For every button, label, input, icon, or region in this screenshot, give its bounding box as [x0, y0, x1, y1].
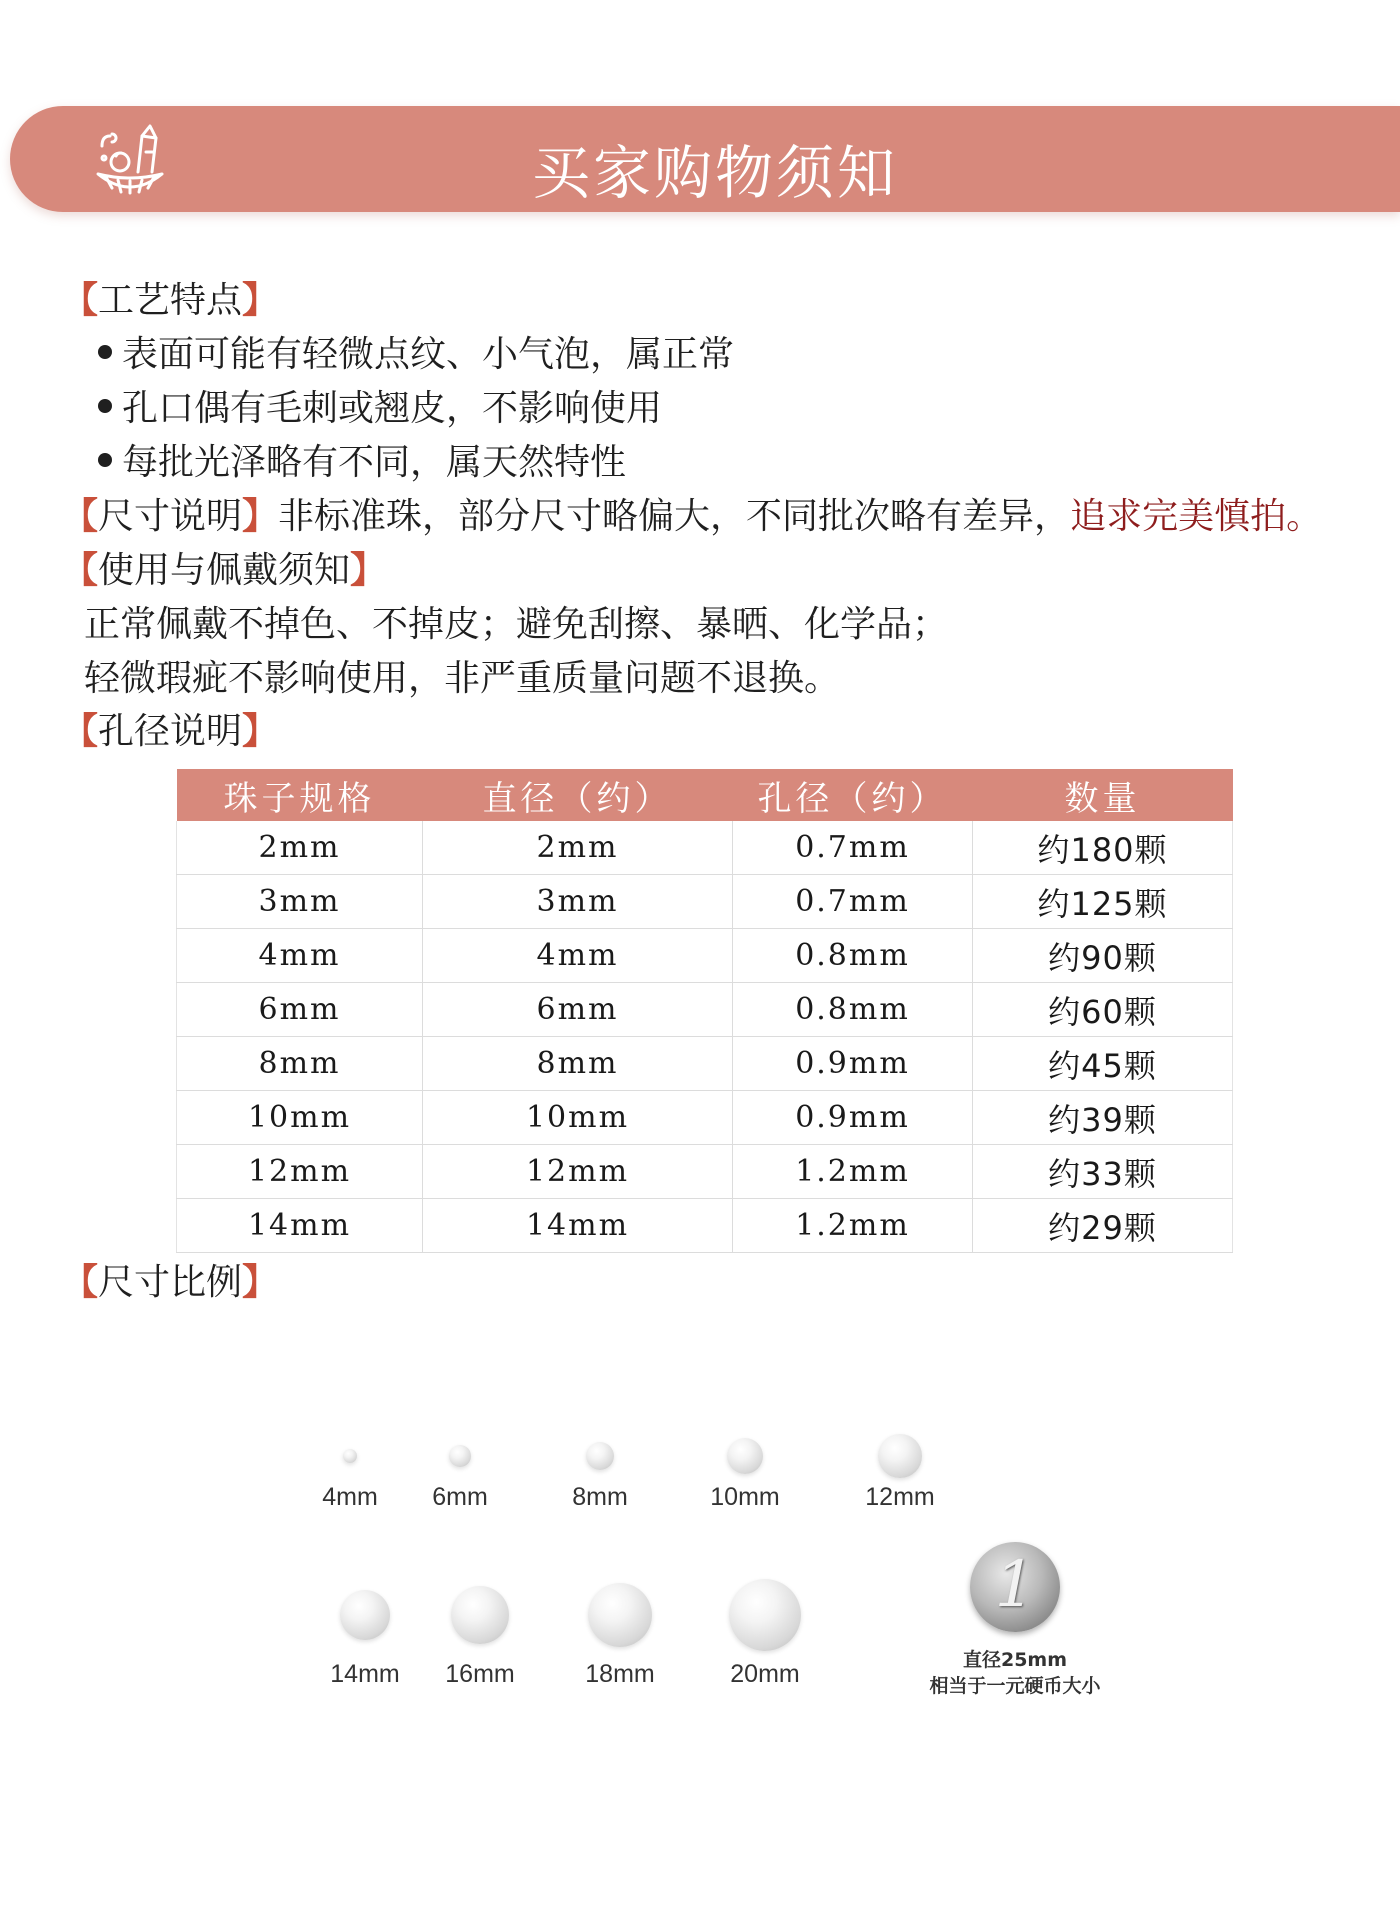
table-row [177, 875, 1233, 929]
cell-spec: 2mm [177, 821, 423, 875]
table-row [177, 1145, 1233, 1199]
cell-hole: 0.9mm [733, 1037, 973, 1091]
pearl-icon [449, 1445, 471, 1467]
cell-spec: 3mm [177, 875, 423, 929]
one-yuan-coin-icon [970, 1542, 1060, 1632]
cell-hole: 0.7mm [733, 821, 973, 875]
pearl-icon [588, 1583, 653, 1648]
cell-quantity: 约125颗 [973, 875, 1233, 929]
cell-diameter: 14mm [423, 1199, 733, 1253]
cell-quantity: 约29颗 [973, 1199, 1233, 1253]
section-hole-title: 【孔径说明】 [62, 711, 279, 752]
size-note-body: 非标准珠，部分尺寸略偏大，不同批次略有差异， [278, 496, 1071, 537]
coin-face-number: 1 [994, 1548, 1036, 1622]
col-header-hole: 孔径（约） [733, 769, 973, 821]
pearl-icon [878, 1434, 921, 1477]
cell-hole: 1.2mm [733, 1145, 973, 1199]
coin-diameter-label: 直径25mm [962, 1649, 1068, 1671]
cell-diameter: 8mm [423, 1037, 733, 1091]
cell-quantity: 约90颗 [973, 929, 1233, 983]
bullet-dot-icon [98, 345, 112, 359]
pearl-icon [729, 1579, 801, 1651]
pearl-size-label: 20mm [730, 1660, 800, 1688]
header-banner [10, 106, 1400, 212]
page-title: 买家购物须知 [531, 139, 898, 207]
cell-hole: 0.8mm [733, 983, 973, 1037]
cell-spec: 4mm [177, 929, 423, 983]
pearl-size-label: 4mm [322, 1483, 378, 1511]
pearl-size-label: 8mm [572, 1483, 628, 1511]
cell-spec: 8mm [177, 1037, 423, 1091]
craft-bullet-3: 每批光泽略有不同，属天然特性 [98, 434, 626, 485]
coin-size-note: 相当于一元硬币大小 [929, 1675, 1101, 1697]
cell-quantity: 约39颗 [973, 1091, 1233, 1145]
pearl-size-label: 14mm [330, 1660, 400, 1688]
section-scale-title: 【尺寸比例】 [62, 1262, 279, 1303]
pearl-size-label: 6mm [432, 1483, 488, 1511]
table-header-row [177, 769, 1233, 821]
hole-size-table [176, 769, 1233, 1253]
pearl-icon [727, 1438, 763, 1474]
section-usage-title: 【使用与佩戴须知】 [62, 550, 387, 591]
table-row [177, 929, 1233, 983]
section-size-note: 【尺寸说明】非标准珠，部分尺寸略偏大，不同批次略有差异，追求完美慎拍。 [62, 496, 1323, 537]
usage-line-2: 轻微瑕疵不影响使用，非严重质量问题不退换。 [84, 658, 841, 699]
cell-diameter: 10mm [423, 1091, 733, 1145]
cell-diameter: 4mm [423, 929, 733, 983]
cell-diameter: 2mm [423, 821, 733, 875]
section-craft-title: 【工艺特点】 [62, 280, 279, 321]
cell-hole: 1.2mm [733, 1199, 973, 1253]
craft-bullet-1: 表面可能有轻微点纹、小气泡，属正常 [98, 326, 734, 377]
table-row [177, 821, 1233, 875]
craft-bullet-2: 孔口偶有毛刺或翘皮，不影响使用 [98, 380, 662, 431]
size-scale-figure [180, 1355, 1200, 1735]
cell-hole: 0.9mm [733, 1091, 973, 1145]
col-header-quantity: 数量 [973, 769, 1233, 821]
pearl-icon [451, 1586, 509, 1644]
pearl-size-label: 12mm [865, 1483, 935, 1511]
table-row [177, 1091, 1233, 1145]
cell-spec: 14mm [177, 1199, 423, 1253]
cell-spec: 10mm [177, 1091, 423, 1145]
pearl-icon [343, 1449, 357, 1463]
cell-spec: 12mm [177, 1145, 423, 1199]
cell-quantity: 约45颗 [973, 1037, 1233, 1091]
cell-quantity: 约33颗 [973, 1145, 1233, 1199]
col-header-spec: 珠子规格 [177, 769, 423, 821]
pearl-size-label: 10mm [710, 1483, 780, 1511]
bullet-dot-icon [98, 399, 112, 413]
usage-line-1: 正常佩戴不掉色、不掉皮；避免刮擦、暴晒、化学品； [84, 604, 949, 645]
cell-hole: 0.7mm [733, 875, 973, 929]
table-row [177, 1199, 1233, 1253]
size-note-warning: 追求完美慎拍。 [1070, 496, 1323, 537]
cell-diameter: 6mm [423, 983, 733, 1037]
pearl-icon [340, 1590, 390, 1640]
bullet-dot-icon [98, 453, 112, 467]
table-row [177, 1037, 1233, 1091]
cell-quantity: 约60颗 [973, 983, 1233, 1037]
col-header-diameter: 直径（约） [423, 769, 733, 821]
table-row [177, 983, 1233, 1037]
cell-quantity: 约180颗 [973, 821, 1233, 875]
pearl-size-label: 18mm [585, 1660, 655, 1688]
cell-spec: 6mm [177, 983, 423, 1037]
cell-diameter: 12mm [423, 1145, 733, 1199]
cell-hole: 0.8mm [733, 929, 973, 983]
pearl-size-label: 16mm [445, 1660, 515, 1688]
cell-diameter: 3mm [423, 875, 733, 929]
pearl-icon [586, 1442, 615, 1471]
